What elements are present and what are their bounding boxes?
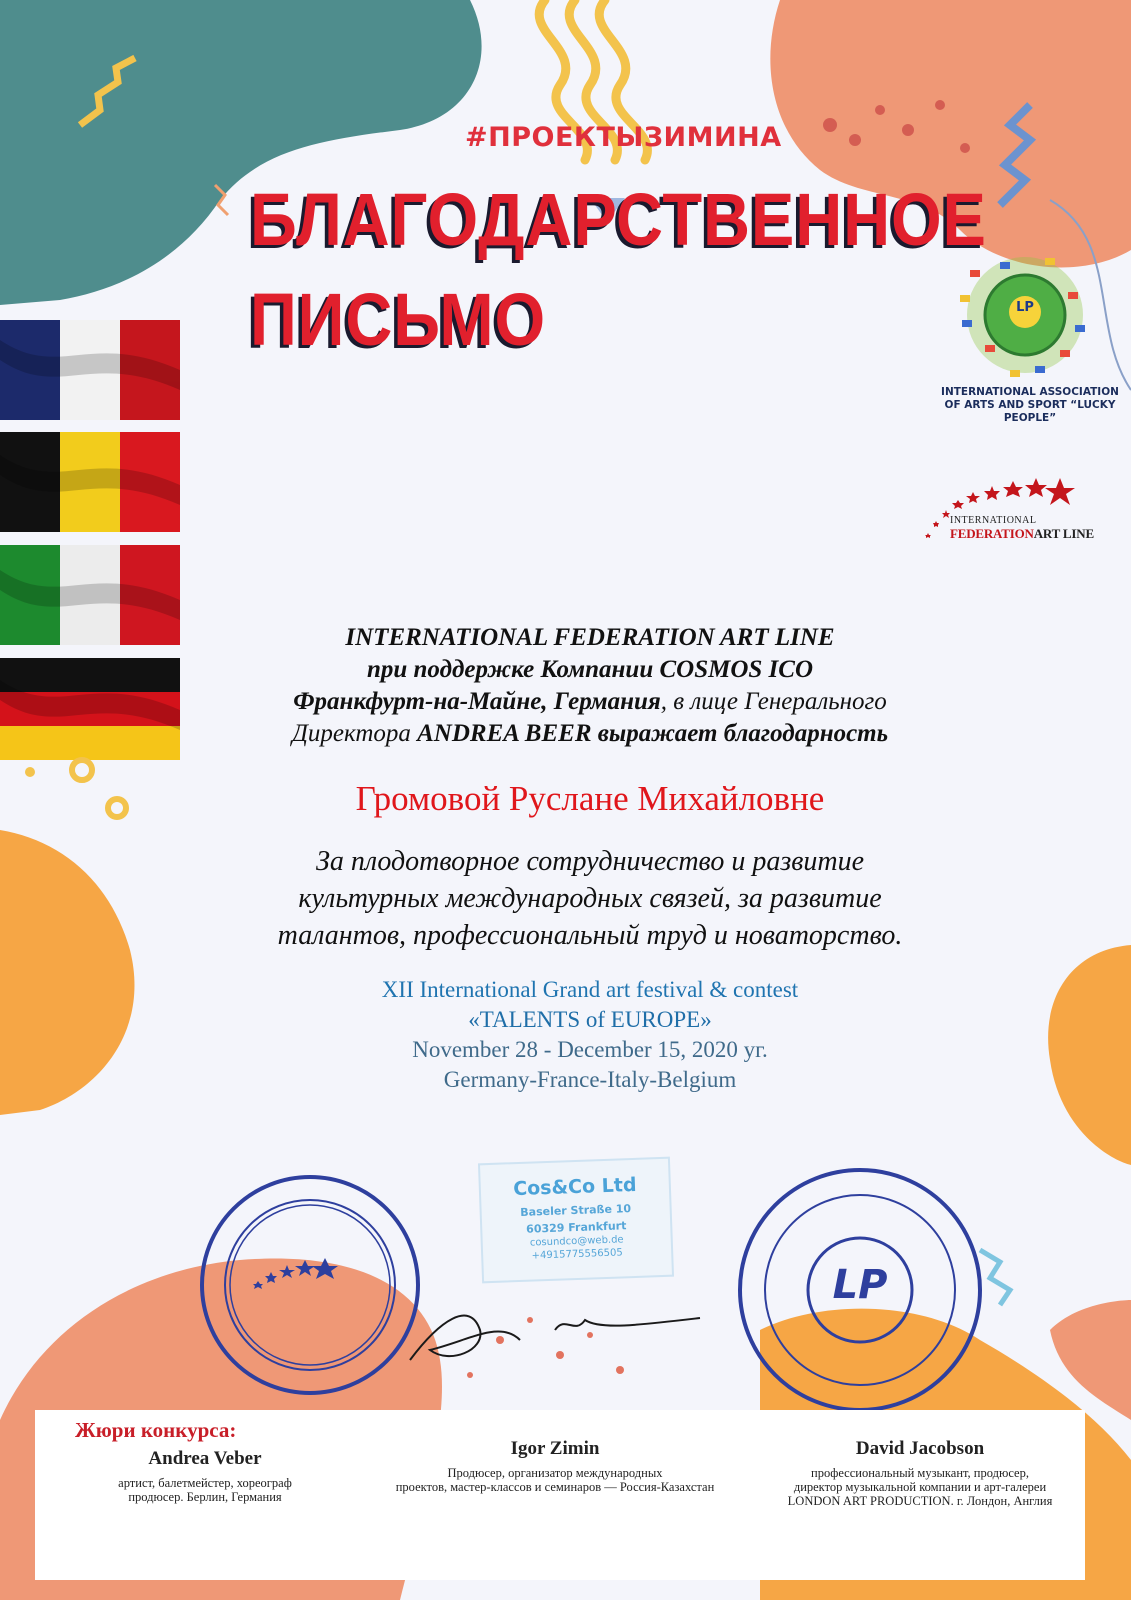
federation-logo-word: FEDERATION — [950, 526, 1034, 541]
company-stamp — [478, 1157, 674, 1284]
orange-blob-left — [0, 830, 134, 1115]
hashtag-heading: #ПРОЕКТЫЗИМИНА — [465, 122, 782, 153]
orange-blob-right — [1048, 945, 1131, 1165]
certificate-title — [250, 170, 987, 370]
salmon-bottom-dots — [467, 1317, 624, 1378]
juror-role: LONDON ART PRODUCTION. г. Лондон, Англия — [787, 1494, 1053, 1508]
intro-line-4-start: Директора — [291, 720, 418, 747]
blue-zigzag-bottom — [980, 1250, 1010, 1305]
federation-logo-small: INTERNATIONAL — [950, 515, 1037, 526]
association-line-2: OF ARTS AND SPORT “LUCKY PEOPLE” — [944, 399, 1116, 424]
intro-line-3-bold: Франкфурт-на-Майне, Германия — [293, 688, 661, 715]
juror-name: David Jacobson — [855, 1438, 985, 1459]
festival-info — [220, 975, 960, 1095]
stamp-city: 60329 Frankfurt — [525, 1219, 627, 1236]
federation-logo-big — [950, 526, 1094, 542]
association-line-1: INTERNATIONAL ASSOCIATION — [941, 386, 1119, 398]
title-line-2: ПИСЬМО — [250, 278, 547, 361]
association-logo-text — [935, 386, 1125, 425]
festival-countries: Germany-France-Italy-Belgium — [443, 1067, 737, 1092]
festival-dates: November 28 - December 15, 2020 уг. — [412, 1037, 768, 1062]
yellow-ring-shapes — [72, 760, 126, 817]
intro-line-1: INTERNATIONAL FEDERATION ART LINE — [345, 624, 835, 651]
juror-role: Продюсер, организатор международных — [447, 1466, 663, 1480]
yellow-dot — [25, 767, 35, 777]
stamp-street: Baseler Straße 10 — [520, 1202, 632, 1219]
lp-badge: LP — [1016, 300, 1034, 315]
stamp-phone: +4915775556505 — [531, 1247, 623, 1262]
juror-role: артист, балетмейстер, хореограф — [118, 1476, 292, 1490]
intro-line-2: при поддержке Компании COSMOS ICO — [366, 656, 814, 683]
festival-name: XII International Grand art festival & contest — [381, 977, 799, 1002]
lp-stamp-center: LP — [832, 1262, 888, 1308]
federation-logo-artline: ART LINE — [1033, 526, 1094, 541]
jury-title: Жюри конкурса: — [75, 1418, 237, 1442]
reason-line-1: За плодотворное сотрудничество и развитие — [315, 846, 865, 877]
letter-intro — [220, 622, 960, 750]
stamp-email: cosundco@web.de — [529, 1234, 624, 1249]
gratitude-reason — [220, 843, 960, 954]
juror-role: проектов, мастер-классов и семинаров — Россия-Казахстан — [395, 1480, 715, 1494]
festival-title: «TALENTS of EUROPE» — [468, 1007, 712, 1032]
intro-line-4-bold: ANDREA BEER выражает благодарность — [417, 720, 889, 747]
intro-line-3-rest: , в лице Генерального — [660, 688, 887, 715]
juror-name: Igor Zimin — [510, 1438, 600, 1459]
juror-card — [55, 1448, 355, 1504]
reason-line-3: талантов, профессиональный труд и новаторство. — [277, 920, 903, 951]
reason-line-2: культурных международных связей, за развитие — [298, 883, 882, 914]
juror-card — [355, 1438, 755, 1494]
jury-panel — [35, 1410, 1085, 1580]
juror-card — [765, 1438, 1075, 1508]
stamp-company-name: Cos&Co Ltd — [512, 1173, 637, 1201]
juror-role: профессиональный музыкант, продюсер, — [811, 1466, 1029, 1480]
juror-role: продюсер. Берлин, Германия — [128, 1490, 282, 1504]
juror-name: Andrea Veber — [148, 1448, 262, 1469]
juror-role: директор музыкальной компании и арт-галереи — [793, 1480, 1047, 1494]
title-line-1: БЛАГОДАРСТВЕННОЕ — [250, 178, 987, 261]
federation-art-line-logo — [950, 515, 1094, 542]
recipient-name: Громовой Руслане Михайловне — [355, 779, 825, 818]
